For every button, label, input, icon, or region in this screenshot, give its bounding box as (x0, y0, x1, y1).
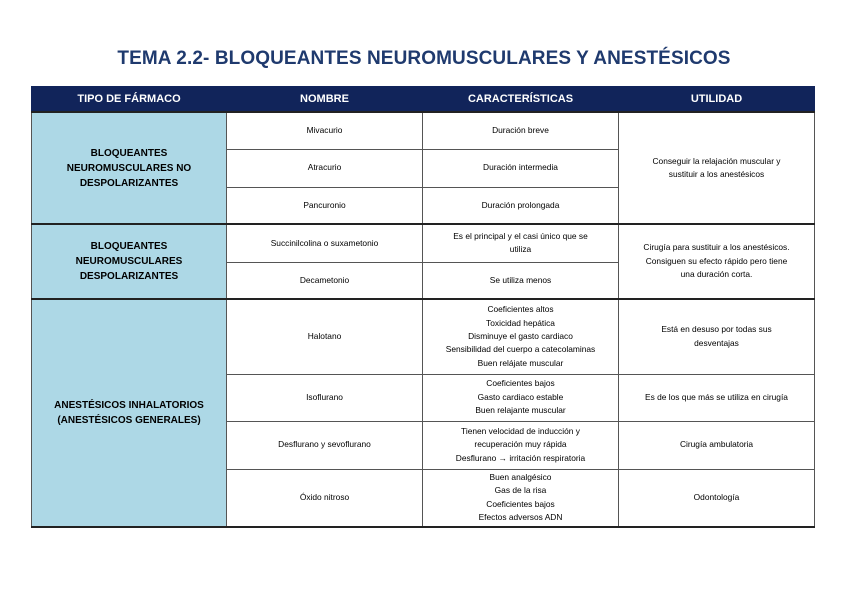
drug-type-cell (32, 224, 227, 299)
page-title: TEMA 2.2- BLOQUEANTES NEUROMUSCULARES Y ANESTÉSICOS (117, 48, 731, 69)
utility-line: sustituir a los anestésicos (668, 169, 765, 179)
drug-type-cell (32, 112, 227, 224)
feature-line: Buen relájate muscular (477, 357, 564, 368)
drug-name-cell: Desflurano y sevoflurano (227, 421, 423, 469)
feature-line: Duración intermedia (483, 162, 558, 173)
type-line: NEUROMUSCULARES (75, 256, 183, 267)
utility-line: desventajas (694, 337, 739, 348)
type-line: BLOQUEANTES (90, 241, 168, 252)
feature-line: Buen analgésico (489, 471, 552, 482)
feature-line: Desflurano → irritación respiratoria (455, 452, 586, 463)
header-caracteristicas: CARACTERÍSTICAS (423, 87, 619, 113)
drug-features-cell (423, 374, 619, 421)
drug-name-cell: Halotano (227, 299, 423, 374)
header-nombre: NOMBRE (227, 87, 423, 113)
drug-features-cell (423, 421, 619, 469)
feature-line: recuperación muy rápida (474, 439, 567, 450)
drug-features-cell (423, 469, 619, 527)
feature-line: Tienen velocidad de inducción y (461, 425, 580, 436)
header-utilidad: UTILIDAD (619, 87, 815, 113)
drug-name-cell: Decametonio (227, 262, 423, 299)
drug-features-cell (423, 224, 619, 262)
drug-features-cell (423, 149, 619, 187)
drug-name-cell: Pancuronio (227, 187, 423, 224)
feature-line: Es el principal y el casi único que se (453, 230, 588, 241)
drug-utility-cell (619, 421, 815, 469)
feature-line: Coeficientes bajos (486, 498, 555, 509)
drug-features-cell (423, 299, 619, 374)
drug-features-cell (423, 112, 619, 149)
utility-line: Cirugía ambulatoria (679, 439, 754, 450)
feature-line: Disminuye el gasto cardiaco (468, 331, 573, 342)
drug-type-cell (32, 299, 227, 527)
drug-utility-cell (619, 224, 815, 299)
utility-line: Cirugía para sustituir a los anestésicos. (643, 242, 790, 253)
feature-line: Gas de la risa (494, 485, 547, 496)
feature-line: Toxicidad hepática (486, 317, 555, 328)
type-line: DESPOLARIZANTES (79, 271, 179, 282)
type-line: DESPOLARIZANTES (79, 177, 179, 189)
feature-line: Sensibilidad del cuerpo a catecolaminas (445, 344, 596, 355)
table-row (32, 224, 815, 262)
drug-table (31, 86, 815, 528)
table-row (32, 299, 815, 374)
drug-name-cell: Atracurio (227, 149, 423, 187)
feature-line: Coeficientes altos (487, 304, 554, 315)
feature-line: utiliza (509, 244, 532, 255)
drug-utility-cell (619, 469, 815, 527)
type-line: ANESTÉSICOS INHALATORIOS (54, 400, 204, 411)
feature-line: Efectos adversos ADN (478, 512, 563, 523)
feature-line: Se utiliza menos (489, 274, 552, 285)
utility-line: Conseguir la relajación muscular y (652, 155, 781, 166)
drug-utility-cell (619, 112, 815, 224)
drug-features-cell (423, 187, 619, 224)
type-line: BLOQUEANTES (90, 147, 168, 159)
utility-line: Consiguen su efecto rápido pero tiene (645, 255, 788, 266)
utility-line: Es de los que más se utiliza en cirugía (645, 391, 788, 402)
feature-line: Duración prolongada (481, 199, 560, 210)
drug-utility-cell (619, 299, 815, 374)
header-tipo: TIPO DE FÁRMACO (32, 87, 227, 113)
feature-line: Coeficientes bajos (486, 378, 555, 389)
utility-line: Odontología (693, 492, 740, 503)
drug-features-cell (423, 262, 619, 299)
drug-name-cell: Isoflurano (227, 374, 423, 421)
drug-utility-cell (619, 374, 815, 421)
drug-name-cell: Mivacurio (227, 112, 423, 149)
table-header-row (32, 87, 815, 113)
feature-line: Buen relajante muscular (475, 405, 566, 416)
utility-line: Está en desuso por todas sus (661, 324, 772, 335)
type-line: NEUROMUSCULARES NO (66, 162, 192, 174)
utility-line: una duración corta. (680, 269, 753, 280)
drug-name-cell: Óxido nitroso (227, 469, 423, 527)
type-line: (ANESTÉSICOS GENERALES) (57, 415, 201, 426)
feature-line: Duración breve (492, 125, 549, 136)
drug-name-cell: Succinilcolina o suxametonio (227, 224, 423, 262)
feature-line: Gasto cardiaco estable (477, 391, 564, 402)
table-row (32, 112, 815, 149)
